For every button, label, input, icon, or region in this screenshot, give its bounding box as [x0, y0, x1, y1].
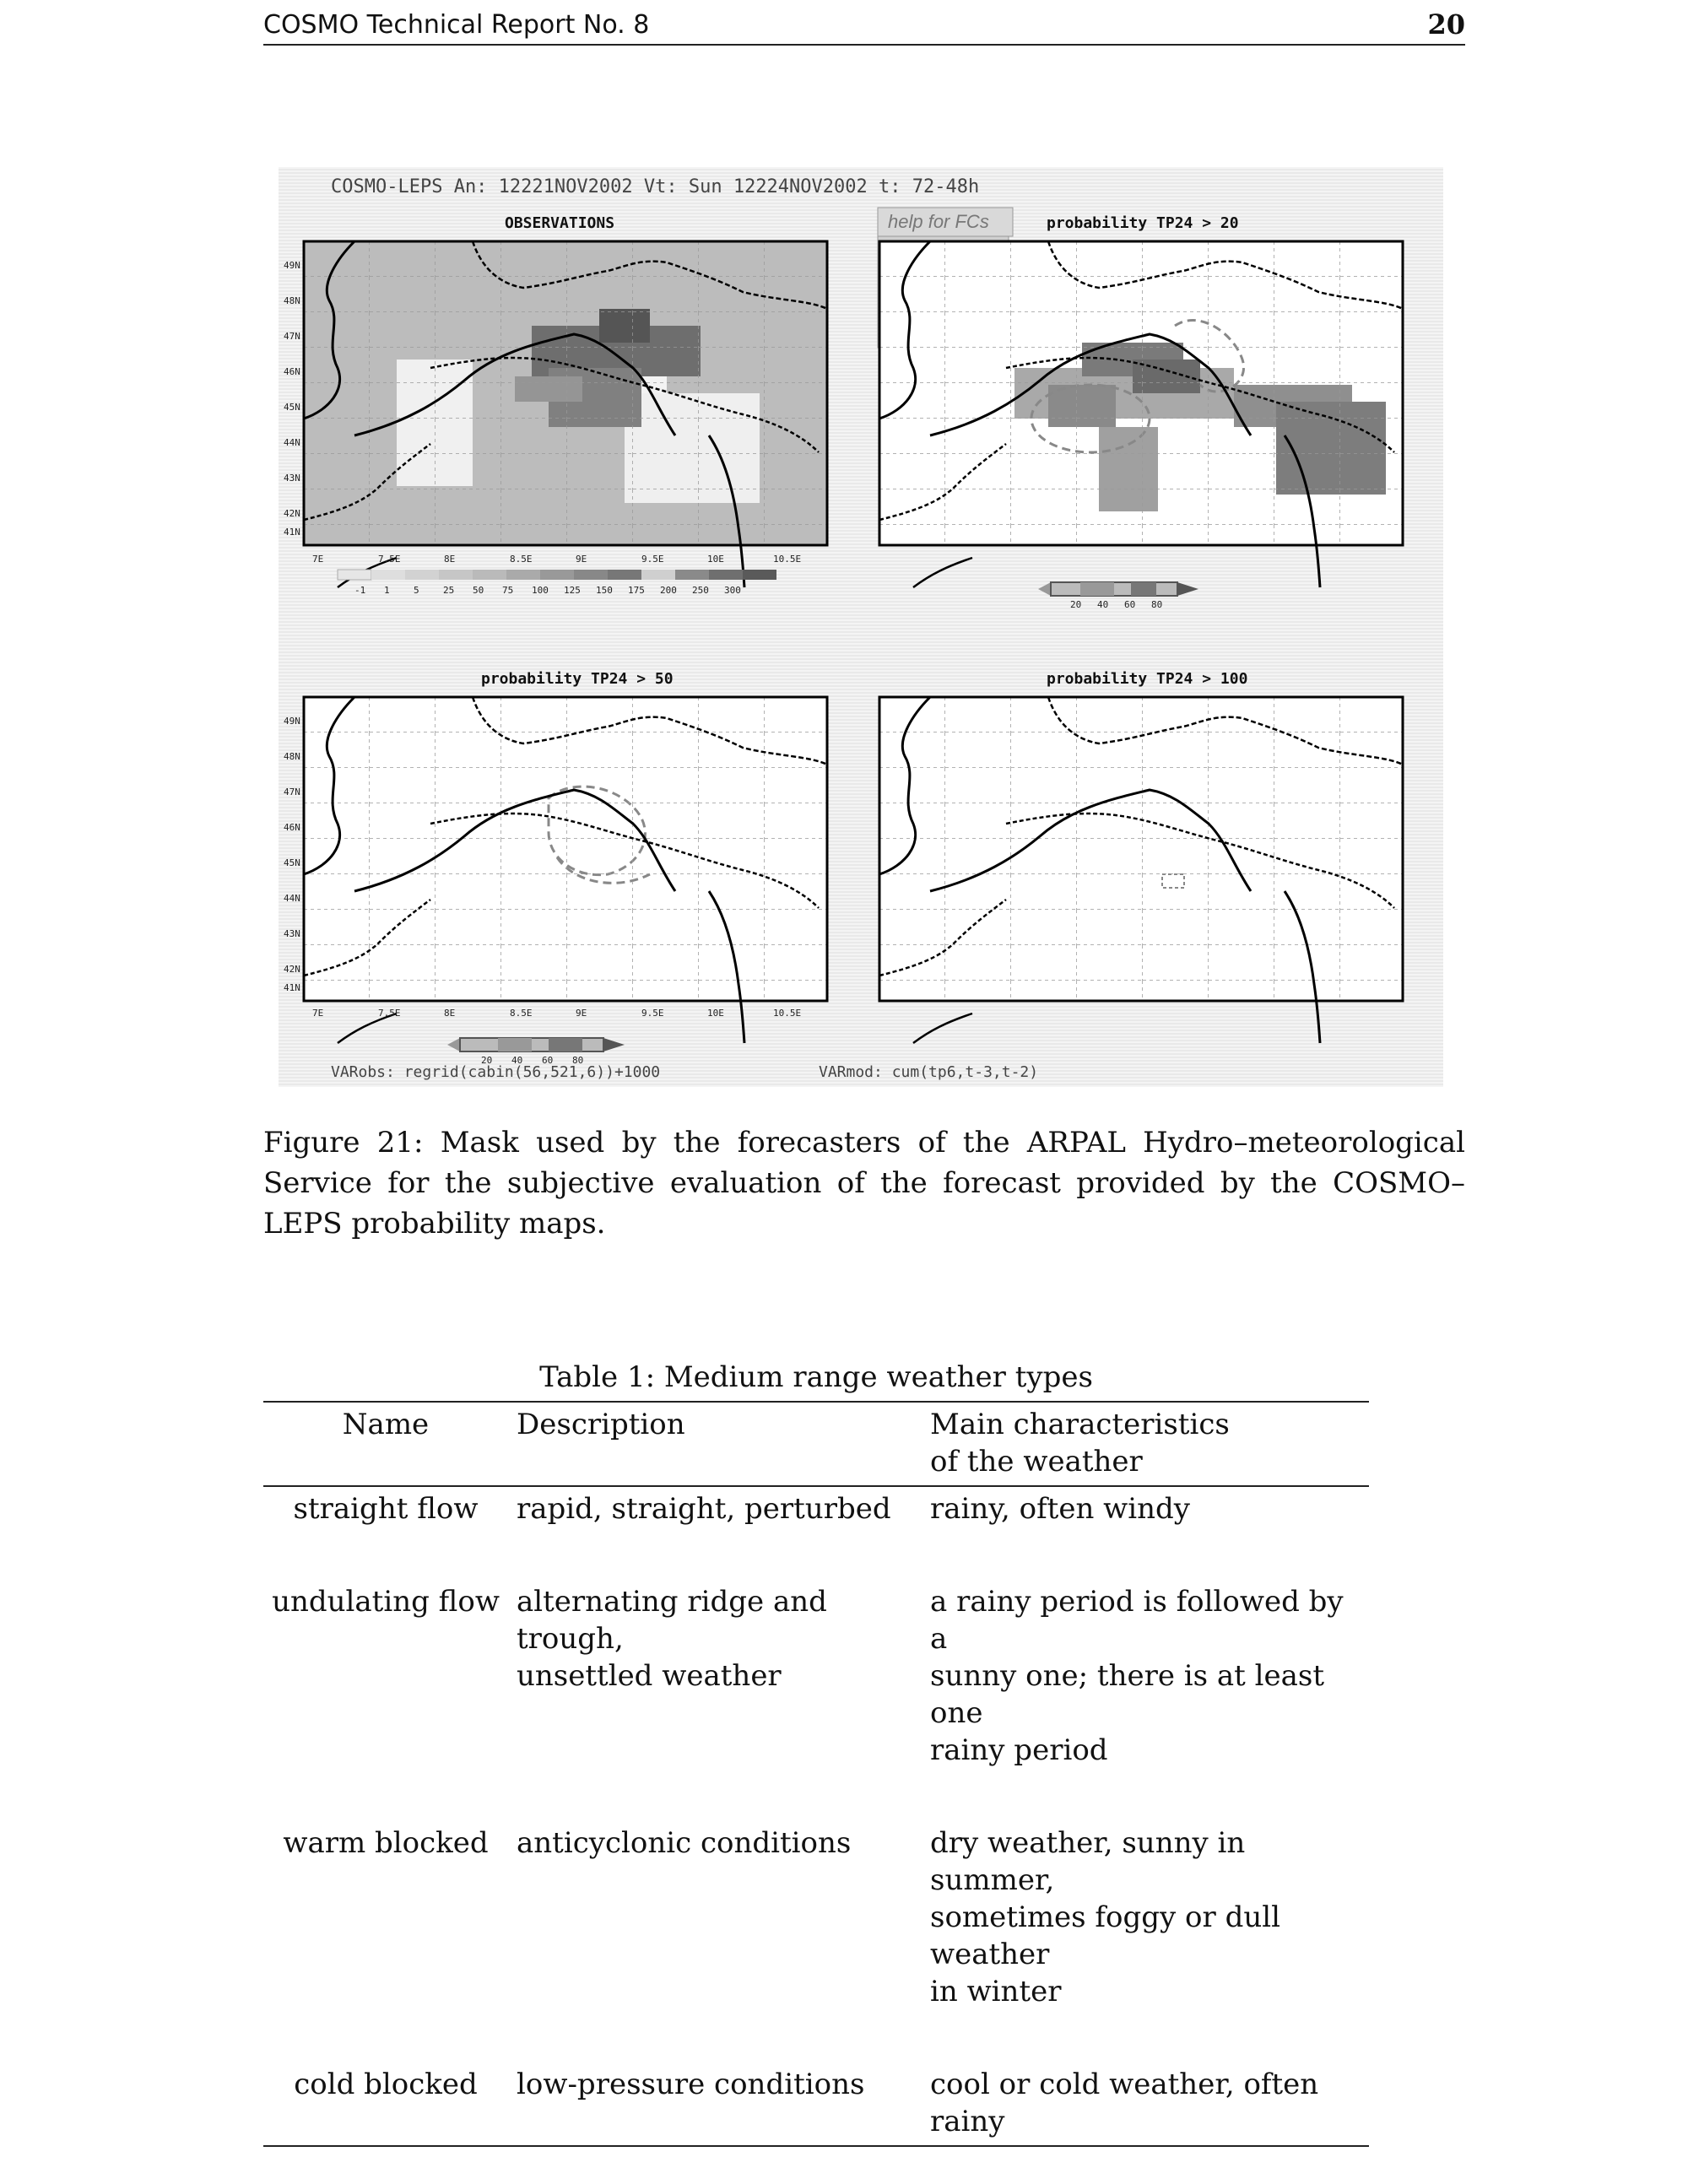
- lat-tick: 43N: [284, 928, 300, 939]
- lon-ticks-bottom: [312, 1008, 801, 1019]
- table-header-row: [263, 1402, 1369, 1486]
- prob-scale-label: 20: [481, 1055, 493, 1066]
- panel-observations-title: OBSERVATIONS: [505, 214, 615, 232]
- table: [263, 1401, 1369, 2147]
- lat-tick: 41N: [284, 982, 300, 993]
- panel-prob100: [879, 697, 1403, 1043]
- cell-line: rainy, often windy: [930, 1492, 1190, 1526]
- help-menu-header[interactable]: help for FCs: [888, 211, 989, 232]
- page-number: 20: [1427, 8, 1465, 41]
- lon-tick: 7.5E: [378, 1008, 401, 1019]
- lon-tick: 10E: [707, 554, 724, 565]
- obs-scale-label: 200: [660, 585, 677, 596]
- obs-scale-label: 300: [724, 585, 741, 596]
- lat-tick: 49N: [284, 260, 300, 271]
- panel-prob20-title: probability TP24 > 20: [1047, 214, 1239, 232]
- header-main-line: of the weather: [930, 1445, 1143, 1479]
- weather-types-table: [263, 1401, 1369, 2147]
- cell-description: [508, 1580, 922, 1821]
- lon-tick: 9E: [576, 1008, 587, 1019]
- table-row: [263, 1580, 1369, 1821]
- obs-scale-label: 5: [414, 585, 419, 596]
- lat-tick: 45N: [284, 402, 300, 413]
- obs-scale-label: 125: [564, 585, 581, 596]
- obs-scale-label: 75: [502, 585, 514, 596]
- lon-tick: 9.5E: [641, 554, 664, 565]
- lon-tick: 7E: [312, 554, 324, 565]
- prob-scale-label: 60: [1124, 599, 1136, 610]
- lon-tick: 10E: [707, 1008, 724, 1019]
- obs-scale-label: 175: [628, 585, 645, 596]
- figure-top-title: COSMO-LEPS An: 12221NOV2002 Vt: Sun 12224NOV2002 t: 72-48h: [331, 176, 980, 197]
- table-row: [263, 1821, 1369, 2062]
- prob-scale-label: 40: [1097, 599, 1109, 610]
- cell-name: cold blocked: [294, 2068, 478, 2101]
- prob-scale-label: 60: [542, 1055, 554, 1066]
- varmod-label: VARmod: cum(tp6,t-3,t-2): [819, 1063, 1039, 1081]
- lat-tick: 42N: [284, 508, 300, 519]
- lat-tick: 48N: [284, 751, 300, 762]
- panel-prob50-title: probability TP24 > 50: [481, 670, 674, 688]
- obs-scale-label: 1: [384, 585, 390, 596]
- prob-scale-label: 40: [511, 1055, 523, 1066]
- prob-scale-label: 80: [572, 1055, 584, 1066]
- lon-tick: 9.5E: [641, 1008, 664, 1019]
- obs-scale-label: 25: [443, 585, 455, 596]
- cell-line: cool or cold weather, often rainy: [930, 2068, 1319, 2138]
- obs-scale-label: 150: [596, 585, 613, 596]
- panel-prob50: [304, 697, 827, 1043]
- lat-tick: 47N: [284, 787, 300, 797]
- table-row: [263, 2062, 1369, 2146]
- lon-tick: 10.5E: [773, 554, 802, 565]
- header-main-line: Main characteristics: [930, 1408, 1230, 1441]
- lat-ticks-bottom: [284, 716, 300, 993]
- cell-description: [508, 1486, 922, 1580]
- lon-tick: 8E: [444, 554, 456, 565]
- cell-main: [922, 1486, 1369, 1580]
- prob-scale-label: 20: [1070, 599, 1082, 610]
- cell-main: [922, 1580, 1369, 1821]
- cell-line: anticyclonic conditions: [517, 1826, 852, 1860]
- lat-tick: 46N: [284, 366, 300, 377]
- cell-line: in winter: [930, 1975, 1062, 2008]
- figure-21: [279, 167, 1443, 1087]
- table-caption: Table 1: Medium range weather types: [539, 1360, 1093, 1394]
- lon-tick: 9E: [576, 554, 587, 565]
- lon-tick: 8.5E: [510, 1008, 533, 1019]
- obs-scale-label: 250: [692, 585, 709, 596]
- obs-scale-label: 100: [532, 585, 549, 596]
- lat-tick: 49N: [284, 716, 300, 727]
- panel-prob100-title: probability TP24 > 100: [1047, 670, 1248, 688]
- cell-line: rapid, straight, perturbed: [517, 1492, 891, 1526]
- cell-name: undulating flow: [272, 1585, 500, 1619]
- panel-observations: [304, 241, 827, 587]
- lon-tick: 10.5E: [773, 1008, 802, 1019]
- prob-scale-bottom: [447, 1038, 625, 1051]
- cell-line: sunny one; there is at least one: [930, 1659, 1325, 1730]
- cell-line: dry weather, sunny in summer,: [930, 1826, 1246, 1897]
- cell-line: unsettled weather: [517, 1659, 782, 1693]
- lat-tick: 44N: [284, 437, 300, 448]
- figure-canvas: [279, 167, 1443, 1087]
- varobs-label: VARobs: regrid(cabin(56,521,6))+1000: [331, 1063, 661, 1081]
- figure-caption: Figure 21: Mask used by the forecasters of the ARPAL Hydro–meteorological Service for the subjective evaluation of the forecast provided by the COSMO–LEPS probability maps.: [263, 1126, 1465, 1241]
- header-description: Description: [517, 1408, 685, 1441]
- header-main-characteristics: [922, 1402, 1369, 1486]
- obs-scale-label: 50: [473, 585, 484, 596]
- lon-tick: 7E: [312, 1008, 324, 1019]
- prob-scale-top: [1038, 582, 1198, 596]
- cell-line: sometimes foggy or dull weather: [930, 1900, 1280, 1971]
- cell-description: [508, 2062, 922, 2146]
- running-header: [263, 7, 1465, 46]
- lat-tick: 47N: [284, 331, 300, 342]
- cell-line: low-pressure conditions: [517, 2068, 865, 2101]
- lat-ticks-top: [284, 260, 300, 538]
- lat-tick: 43N: [284, 473, 300, 484]
- lat-tick: 48N: [284, 295, 300, 306]
- cell-line: rainy period: [930, 1733, 1108, 1767]
- cell-main: [922, 1821, 1369, 2062]
- lat-tick: 41N: [284, 527, 300, 538]
- header-name: Name: [342, 1408, 430, 1441]
- lon-tick: 8.5E: [510, 554, 533, 565]
- lat-tick: 46N: [284, 822, 300, 833]
- table-row: [263, 1486, 1369, 1580]
- prob-scale-labels-top: [1070, 599, 1162, 610]
- cell-name: warm blocked: [283, 1826, 489, 1860]
- report-title: COSMO Technical Report No. 8: [263, 10, 650, 40]
- cell-main: [922, 2062, 1369, 2146]
- cell-name: straight flow: [293, 1492, 479, 1526]
- lat-tick: 45N: [284, 857, 300, 868]
- lon-tick: 8E: [444, 1008, 456, 1019]
- lon-ticks-top: [312, 554, 801, 565]
- cell-line: a rainy period is followed by a: [930, 1585, 1344, 1656]
- panel-prob20: [879, 241, 1403, 587]
- lon-tick: 7.5E: [378, 554, 401, 565]
- lat-tick: 42N: [284, 964, 300, 975]
- cell-description: [508, 1821, 922, 2062]
- obs-scale-labels: [354, 585, 741, 596]
- cell-line: alternating ridge and trough,: [517, 1585, 827, 1656]
- lat-tick: 44N: [284, 893, 300, 904]
- prob-scale-label: 80: [1151, 599, 1163, 610]
- obs-colour-scale: [338, 570, 776, 580]
- obs-scale-label: -1: [354, 585, 366, 596]
